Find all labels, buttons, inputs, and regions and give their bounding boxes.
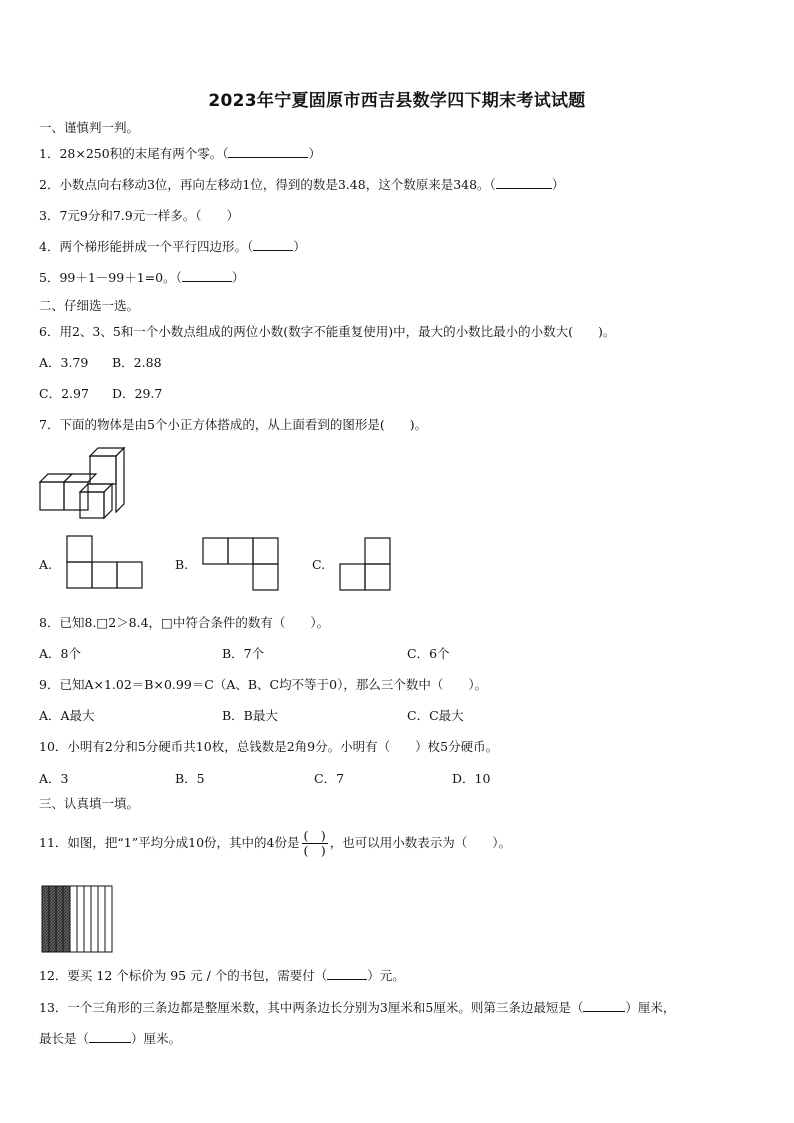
- q10-option-c[interactable]: C．7: [314, 771, 345, 786]
- answer-blank[interactable]: [253, 238, 293, 251]
- question-1-text: 1．28×250积的末尾有两个零。（: [39, 146, 229, 161]
- question-12-text: 12．要买 12 个标价为 95 元 / 个的书包，需要付（: [39, 968, 328, 983]
- answer-blank[interactable]: [327, 967, 367, 980]
- fraction-blank[interactable]: [302, 829, 328, 858]
- q6-option-d[interactable]: D．29.7: [112, 386, 163, 401]
- answer-blank-shortest[interactable]: [583, 999, 625, 1012]
- q6-option-a[interactable]: A．3.79: [39, 355, 89, 370]
- section-3-heading: 三、认真填一填。: [39, 796, 140, 811]
- answer-blank-longest[interactable]: [89, 1030, 131, 1043]
- q6-option-b[interactable]: B．2.88: [112, 355, 162, 370]
- answer-blank[interactable]: [496, 176, 552, 189]
- question-12: 12．要买 12 个标价为 95 元 / 个的书包，需要付（ ）元。: [39, 968, 405, 983]
- q10-option-a[interactable]: A．3: [39, 771, 69, 786]
- shaded-strip: [63, 886, 70, 952]
- question-4: 4．两个梯形能拼成一个平行四边形。（ ）: [39, 239, 306, 254]
- unshaded-strip: [77, 886, 84, 952]
- question-9: 9．已知A×1.02＝B×0.99＝C（A、B、C均不等于0），那么三个数中（ ）。: [39, 677, 488, 692]
- q7-option-c-label[interactable]: C.: [312, 557, 326, 572]
- answer-blank[interactable]: [228, 145, 308, 158]
- answer-blank[interactable]: [182, 269, 232, 282]
- q10-option-b[interactable]: B．5: [175, 771, 205, 786]
- question-6: 6．用2、3、5和一个小数点组成的两位小数(数字不能重复使用)中，最大的小数比最小的小数大( )。: [39, 324, 616, 339]
- question-8: 8．已知8.□2＞8.4，□中符合条件的数有（ ）。: [39, 615, 330, 630]
- question-7: 7．下面的物体是由5个小正方体搭成的，从上面看到的图形是( )。: [39, 417, 428, 432]
- section-2-heading: 二、仔细选一选。: [39, 298, 140, 313]
- question-11-text: 11．如图，把“1”平均分成10份，其中的4份是: [39, 835, 300, 850]
- q9-option-b[interactable]: B．B最大: [222, 708, 278, 723]
- q7-option-a-label[interactable]: A.: [39, 557, 53, 572]
- exam-title: 2023年宁夏固原市西吉县数学四下期末考试试题: [208, 91, 586, 111]
- shaded-strip: [49, 886, 56, 952]
- q10-option-d[interactable]: D．10: [452, 771, 491, 786]
- tenths-strip-figure: [40, 884, 114, 954]
- question-13-line-2: 最长是（ ）厘米。: [39, 1031, 182, 1046]
- q8-option-b[interactable]: B．7个: [222, 646, 265, 661]
- unshaded-strip: [84, 886, 91, 952]
- unshaded-strip: [98, 886, 105, 952]
- question-4-text: 4．两个梯形能拼成一个平行四边形。（: [39, 239, 254, 254]
- unshaded-strip: [105, 886, 112, 952]
- unshaded-strip: [70, 886, 77, 952]
- question-2: 2．小数点向右移动3位，再向左移动1位，得到的数是3.48，这个数原来是348。（ ）: [39, 177, 565, 192]
- fraction-denominator[interactable]: ( ): [303, 843, 326, 858]
- question-2-text: 2．小数点向右移动3位，再向左移动1位，得到的数是3.48，这个数原来是348。（: [39, 177, 496, 192]
- question-13-line-1: 13．一个三角形的三条边都是整厘米数，其中两条边长分别为3厘米和5厘米。则第三条边最短是（ ）厘米，: [39, 1000, 676, 1015]
- q8-option-a[interactable]: A．8个: [39, 646, 81, 661]
- q6-option-c[interactable]: C．2.97: [39, 386, 89, 401]
- q7-option-b-figure[interactable]: [202, 537, 280, 591]
- shaded-strip: [56, 886, 63, 952]
- q9-option-c[interactable]: C．C最大: [407, 708, 464, 723]
- shaded-strip: [42, 886, 49, 952]
- fraction-numerator[interactable]: ( ): [303, 828, 326, 843]
- question-1: 1．28×250积的末尾有两个零。（ ）: [39, 146, 321, 161]
- cube-stack-figure: [38, 446, 130, 520]
- q8-option-c[interactable]: C．6个: [407, 646, 450, 661]
- q7-option-c-figure[interactable]: [339, 537, 393, 591]
- question-5: 5．99＋1－99＋1=0。（ ）: [39, 270, 245, 285]
- question-11: [39, 826, 511, 860]
- q9-option-a[interactable]: A．A最大: [39, 708, 95, 723]
- question-10: 10．小明有2分和5分硬币共10枚，总钱数是2角9分。小明有（ ）枚5分硬币。: [39, 739, 499, 754]
- question-3: 3．7元9分和7.9元一样多。（ ）: [39, 208, 239, 223]
- section-1-heading: 一、谨慎判一判。: [39, 120, 140, 135]
- question-11-text-end: ，也可以用小数表示为（ ）。: [329, 835, 512, 850]
- q7-option-a-figure[interactable]: [66, 535, 144, 589]
- question-5-text: 5．99＋1－99＋1=0。（: [39, 270, 182, 285]
- unshaded-strip: [91, 886, 98, 952]
- q7-option-b-label[interactable]: B.: [175, 557, 189, 572]
- question-13-text: 13．一个三角形的三条边都是整厘米数，其中两条边长分别为3厘米和5厘米。则第三条边最短是（: [39, 1000, 584, 1015]
